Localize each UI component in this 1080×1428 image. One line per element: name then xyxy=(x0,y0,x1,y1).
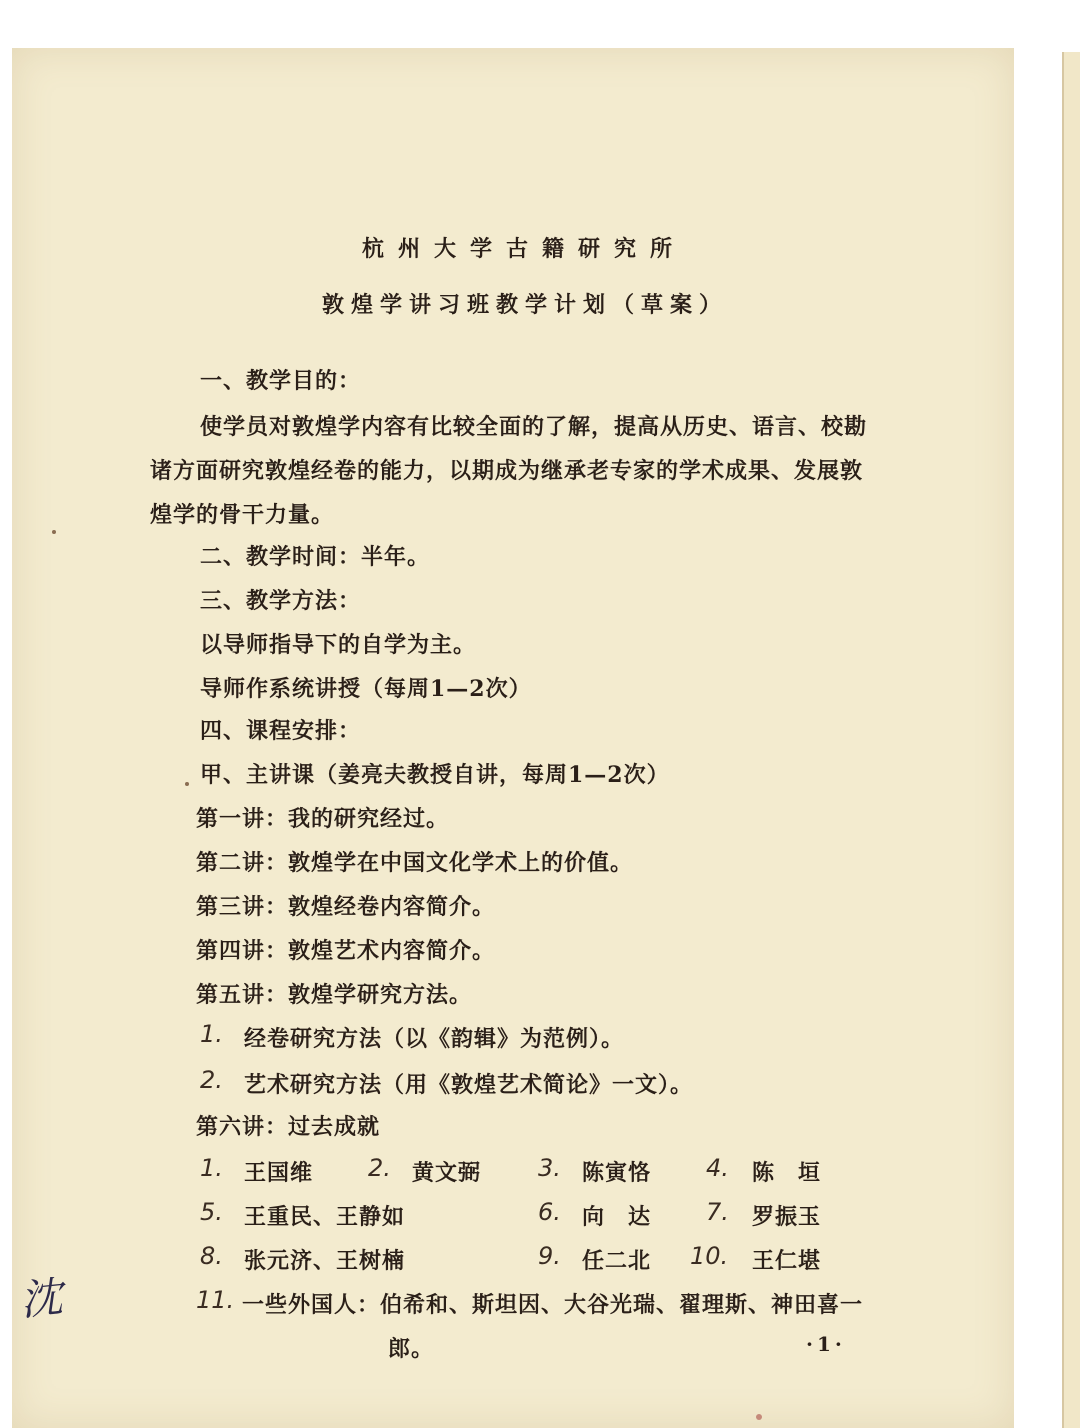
scholar-name: 王仁堪 xyxy=(752,1248,822,1274)
lecture-item: 第一讲：我的研究经过。 xyxy=(196,806,450,832)
method-line: 以导师指导下的自学为主。 xyxy=(200,632,477,658)
section-heading-curriculum: 四、课程安排： xyxy=(200,718,362,744)
scholar-name: 张元济、王树楠 xyxy=(244,1248,406,1274)
scholar-number: 3. xyxy=(538,1154,561,1182)
scholar-number: 5. xyxy=(200,1198,223,1226)
foreign-scholars-line: 一些外国人：伯希和、斯坦因、大谷光瑞、翟理斯、神田喜一 xyxy=(242,1292,864,1318)
method-item-number: 1. xyxy=(200,1020,223,1048)
section-heading-method: 三、教学方法： xyxy=(200,588,362,614)
page-number: ·1· xyxy=(806,1332,846,1356)
lecture-item: 第五讲：敦煌学研究方法。 xyxy=(196,982,473,1008)
purpose-paragraph-line: 煌学的骨干力量。 xyxy=(150,502,335,528)
lecture-item: 第四讲：敦煌艺术内容简介。 xyxy=(196,938,496,964)
lecture-item: 第六讲：过去成就 xyxy=(196,1114,381,1140)
scholar-name: 王国维 xyxy=(244,1160,314,1186)
section-heading-purpose: 一、教学目的： xyxy=(200,368,362,394)
scholar-number: 1. xyxy=(200,1154,223,1182)
method-line: 导师作系统讲授（每周1—2次） xyxy=(200,676,532,702)
method-item-text: 艺术研究方法（用《敦煌艺术简论》一文）。 xyxy=(244,1072,694,1098)
scholar-name: 黄文弼 xyxy=(412,1160,482,1186)
scholar-number: 11. xyxy=(196,1286,235,1314)
document-subtitle: 敦煌学讲习班教学计划（草案） xyxy=(322,292,729,318)
scholar-name: 任二北 xyxy=(582,1248,652,1274)
scholar-number: 9. xyxy=(538,1242,561,1270)
purpose-paragraph-line: 诸方面研究敦煌经卷的能力，以期成为继承老专家的学术成果、发展敦 xyxy=(150,458,864,484)
foreign-scholars-continuation: 郎。 xyxy=(388,1336,435,1362)
scholar-name: 向 达 xyxy=(582,1204,652,1230)
scholar-name: 陈 垣 xyxy=(752,1160,822,1186)
document-title: 杭州大学古籍研究所 xyxy=(362,236,687,262)
lecture-item: 第三讲：敦煌经卷内容简介。 xyxy=(196,894,496,920)
scholar-number: 7. xyxy=(706,1198,729,1226)
main-course-line: 甲、主讲课（姜亮夫教授自讲，每周1—2次） xyxy=(200,762,670,788)
section-teaching-time: 二、教学时间：半年。 xyxy=(200,544,431,570)
paper-speck xyxy=(756,1414,762,1420)
purpose-paragraph-line: 使学员对敦煌学内容有比较全面的了解，提高从历史、语言、校勘 xyxy=(200,414,868,440)
method-item-number: 2. xyxy=(200,1066,223,1094)
scholar-number: 2. xyxy=(368,1154,391,1182)
scholar-name: 罗振玉 xyxy=(752,1204,822,1230)
scholar-number: 10. xyxy=(690,1242,729,1270)
next-page-edge xyxy=(1062,52,1080,1428)
scholar-name: 王重民、王静如 xyxy=(244,1204,406,1230)
lecture-item: 第二讲：敦煌学在中国文化学术上的价值。 xyxy=(196,850,634,876)
paper-speck xyxy=(185,782,189,786)
scholar-number: 6. xyxy=(538,1198,561,1226)
method-item-text: 经卷研究方法（以《韵辑》为范例）。 xyxy=(244,1026,625,1052)
scholar-number: 8. xyxy=(200,1242,223,1270)
scholar-number: 4. xyxy=(706,1154,729,1182)
handwritten-mark: 沈 xyxy=(17,1271,65,1326)
paper-speck xyxy=(52,530,56,534)
scholar-name: 陈寅恪 xyxy=(582,1160,652,1186)
